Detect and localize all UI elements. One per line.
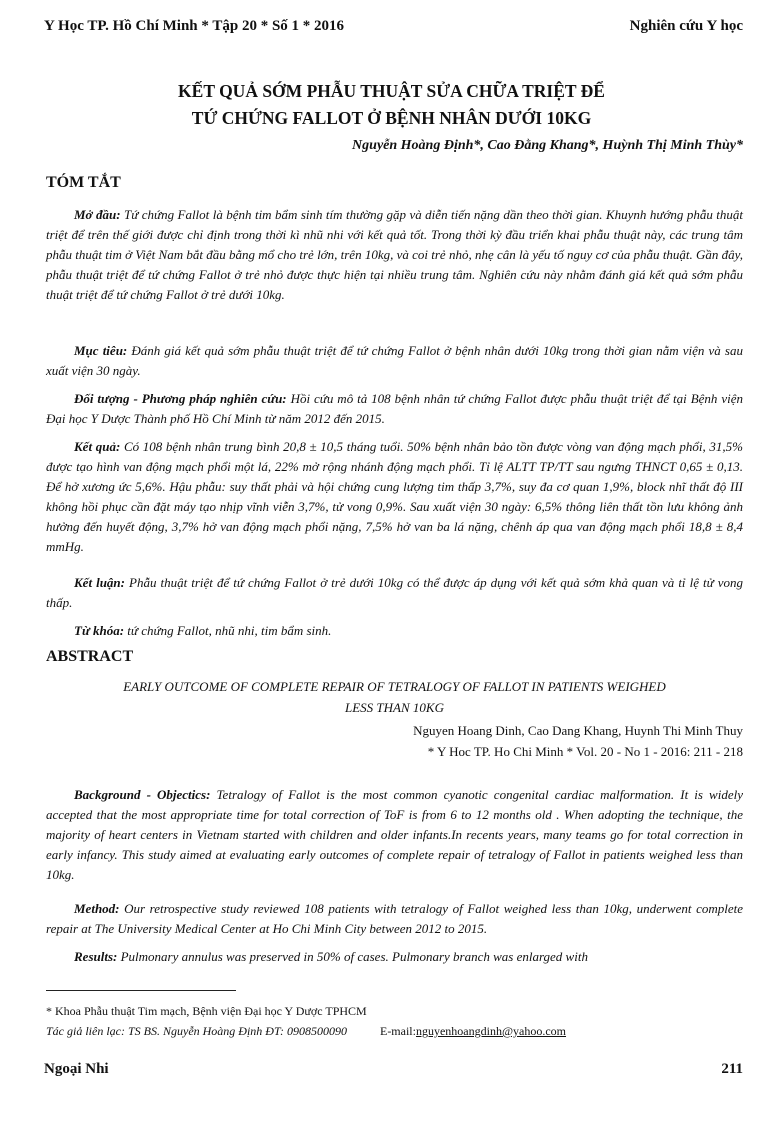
method-en-text: Our retrospective study reviewed 108 patients with tetralogy of Fallot weighed less than 10kg, underwent complete repair at The University Medical Center at Ho Chi Minh City between 2012 to 2015. (46, 901, 743, 936)
paragraph-results-en (46, 947, 743, 967)
intro-label: Mở đầu: (74, 207, 121, 222)
paragraph-intro (46, 205, 743, 305)
keywords-label: Từ khóa: (74, 623, 125, 638)
results-label: Kết quả: (74, 439, 121, 454)
authors-vi: Nguyễn Hoàng Định*, Cao Đằng Khang*, Huỳnh Thị Minh Thùy* (352, 138, 743, 153)
background-text: Tetralogy of Fallot is the most common cyanotic congenital cardiac malformation. It is widely accepted that the most appropriate time for total correction of ToF is from 6 to 12 months old . When adopting the technique, the majority of heart centers in Vietnam started with children and older infants.In recents years, many teams go for total correction in early infancy. This study aimed at evaluating early outcomes of complete repair of tetralogy of Fallot in patients weighed less than 10kg. (46, 787, 743, 882)
email-link[interactable]: nguyenhoangdinh@yahoo.com (415, 1024, 567, 1038)
paragraph-method-en (46, 899, 743, 939)
footnote-divider (46, 990, 236, 991)
results-en-text: Pulmonary annulus was preserved in 50% of cases. Pulmonary branch was enlarged with (117, 949, 588, 964)
running-header-journal: Y Học TP. Hồ Chí Minh * Tập 20 * Số 1 * 2016 (44, 18, 345, 34)
article-title (60, 78, 723, 132)
background-label: Background - Objectics: (74, 787, 211, 802)
paragraph-conclusion (46, 573, 743, 613)
english-authors: Nguyen Hoang Dinh, Cao Dang Khang, Huynh Thi Minh Thuy (413, 723, 743, 738)
keywords-text: tứ chứng Fallot, nhũ nhi, tim bẩm sinh. (124, 623, 332, 638)
english-title-line-2: LESS THAN 10KG (345, 700, 444, 715)
paragraph-background (46, 785, 743, 885)
method-text: Hồi cứu mô tả 108 bệnh nhân tứ chứng Fallot được phẫu thuật triệt để tại Bệnh viện Đại học Y Dược Thành phố Hồ Chí Minh từ năm 2012 đến 2015. (46, 391, 743, 426)
paragraph-aim (46, 341, 743, 381)
method-en-label: Method: (74, 901, 120, 916)
abstract-heading: ABSTRACT (46, 648, 134, 665)
aim-label: Mục tiêu: (74, 343, 128, 358)
email-label: E-mail: (379, 1024, 416, 1038)
results-text: Có 108 bệnh nhân trung bình 20,8 ± 10,5 tháng tuổi. 50% bệnh nhân bảo tồn được vòng van động mạch phổi, 31,5% được tạo hình van động mạch phổi một lá, 22% mở rộng nhánh động mạch phổi. Tỉ lệ ALTT TP/TT sau ngưng THNCT 0,65 ± 0,13. Để hở xương ức 5,6%. Hậu phẫu: suy thất phải và hội chứng cung lượng tim thấp 3,7%, suy đa cơ quan 1,9%, block nhĩ thất độ III không hồi phục cần đặt máy tạo nhịp vĩnh viễn 3,7%, tử vong 0,9%. Sau xuất viện 30 ngày: 6,5% thông liên thất tồn lưu không ảnh hưởng đến huyết động, 3,7% hở van động mạch phổi nặng, 7,5% hở van ba lá nặng, chênh áp qua van động mạch phổi 18,8 ± 8,4 mmHg. (46, 439, 743, 554)
footnote-contact (46, 1023, 566, 1040)
intro-text: Tứ chứng Fallot là bệnh tim bẩm sinh tím thường gặp và diễn tiến nặng dần theo thời gian. Khuynh hướng phẫu thuật triệt để trên thế giới được chỉ định trong thời kì nhũ nhi với kết quả tốt. Trong thời kỳ đầu triển khai phẫu thuật này, các trung tâm phẫu thuật tim ở Việt Nam bắt đầu bằng mổ cho trẻ lớn, trên 10kg, và coi trẻ nhỏ, nhẹ cân là yếu tố nguy cơ của phẫu thuật. Gần đây, phẫu thuật triệt để tứ chứng Fallot ở trẻ nhỏ được thực hiện tại nhiều trung tâm. Nghiên cứu này nhằm đánh giá kết quả sớm phẫu thuật triệt để tứ chứng Fallot ở trẻ dưới 10kg. (46, 207, 743, 302)
title-line-1: KẾT QUẢ SỚM PHẪU THUẬT SỬA CHỮA TRIỆT ĐỂ (178, 81, 605, 101)
paragraph-results (46, 437, 743, 557)
footer-section: Ngoại Nhi (44, 1061, 109, 1077)
paragraph-method (46, 389, 743, 429)
english-authors-block (413, 720, 743, 762)
running-header-section: Nghiên cứu Y học (629, 18, 743, 34)
contact-text: Tác giả liên lạc: TS BS. Nguyễn Hoàng Định ĐT: 0908500090 (46, 1024, 347, 1038)
paragraph-keywords (46, 621, 743, 641)
aim-text: Đánh giá kết quả sớm phẫu thuật triệt để tứ chứng Fallot ở bệnh nhân dưới 10kg trong thời gian nằm viện và sau xuất viện 30 ngày. (46, 343, 743, 378)
english-title (46, 676, 743, 718)
title-line-2: TỨ CHỨNG FALLOT Ở BỆNH NHÂN DƯỚI 10KG (191, 108, 592, 128)
method-label: Đối tượng - Phương pháp nghiên cứu: (74, 391, 287, 406)
conclusion-text: Phẫu thuật triệt để tứ chứng Fallot ở trẻ dưới 10kg có thể được áp dụng với kết quả sớm khả quan và tỉ lệ tử vong thấp. (46, 575, 743, 610)
conclusion-label: Kết luận: (74, 575, 125, 590)
page-number: 211 (721, 1061, 743, 1077)
citation: * Y Hoc TP. Ho Chi Minh * Vol. 20 - No 1 - 2016: 211 - 218 (427, 744, 743, 759)
footnote-affiliation: * Khoa Phẫu thuật Tim mạch, Bệnh viện Đại học Y Dược TPHCM (46, 1004, 367, 1018)
results-en-label: Results: (74, 949, 118, 964)
english-title-line-1: EARLY OUTCOME OF COMPLETE REPAIR OF TETRALOGY OF FALLOT IN PATIENTS WEIGHED (123, 679, 666, 694)
summary-heading: TÓM TẮT (46, 174, 121, 191)
